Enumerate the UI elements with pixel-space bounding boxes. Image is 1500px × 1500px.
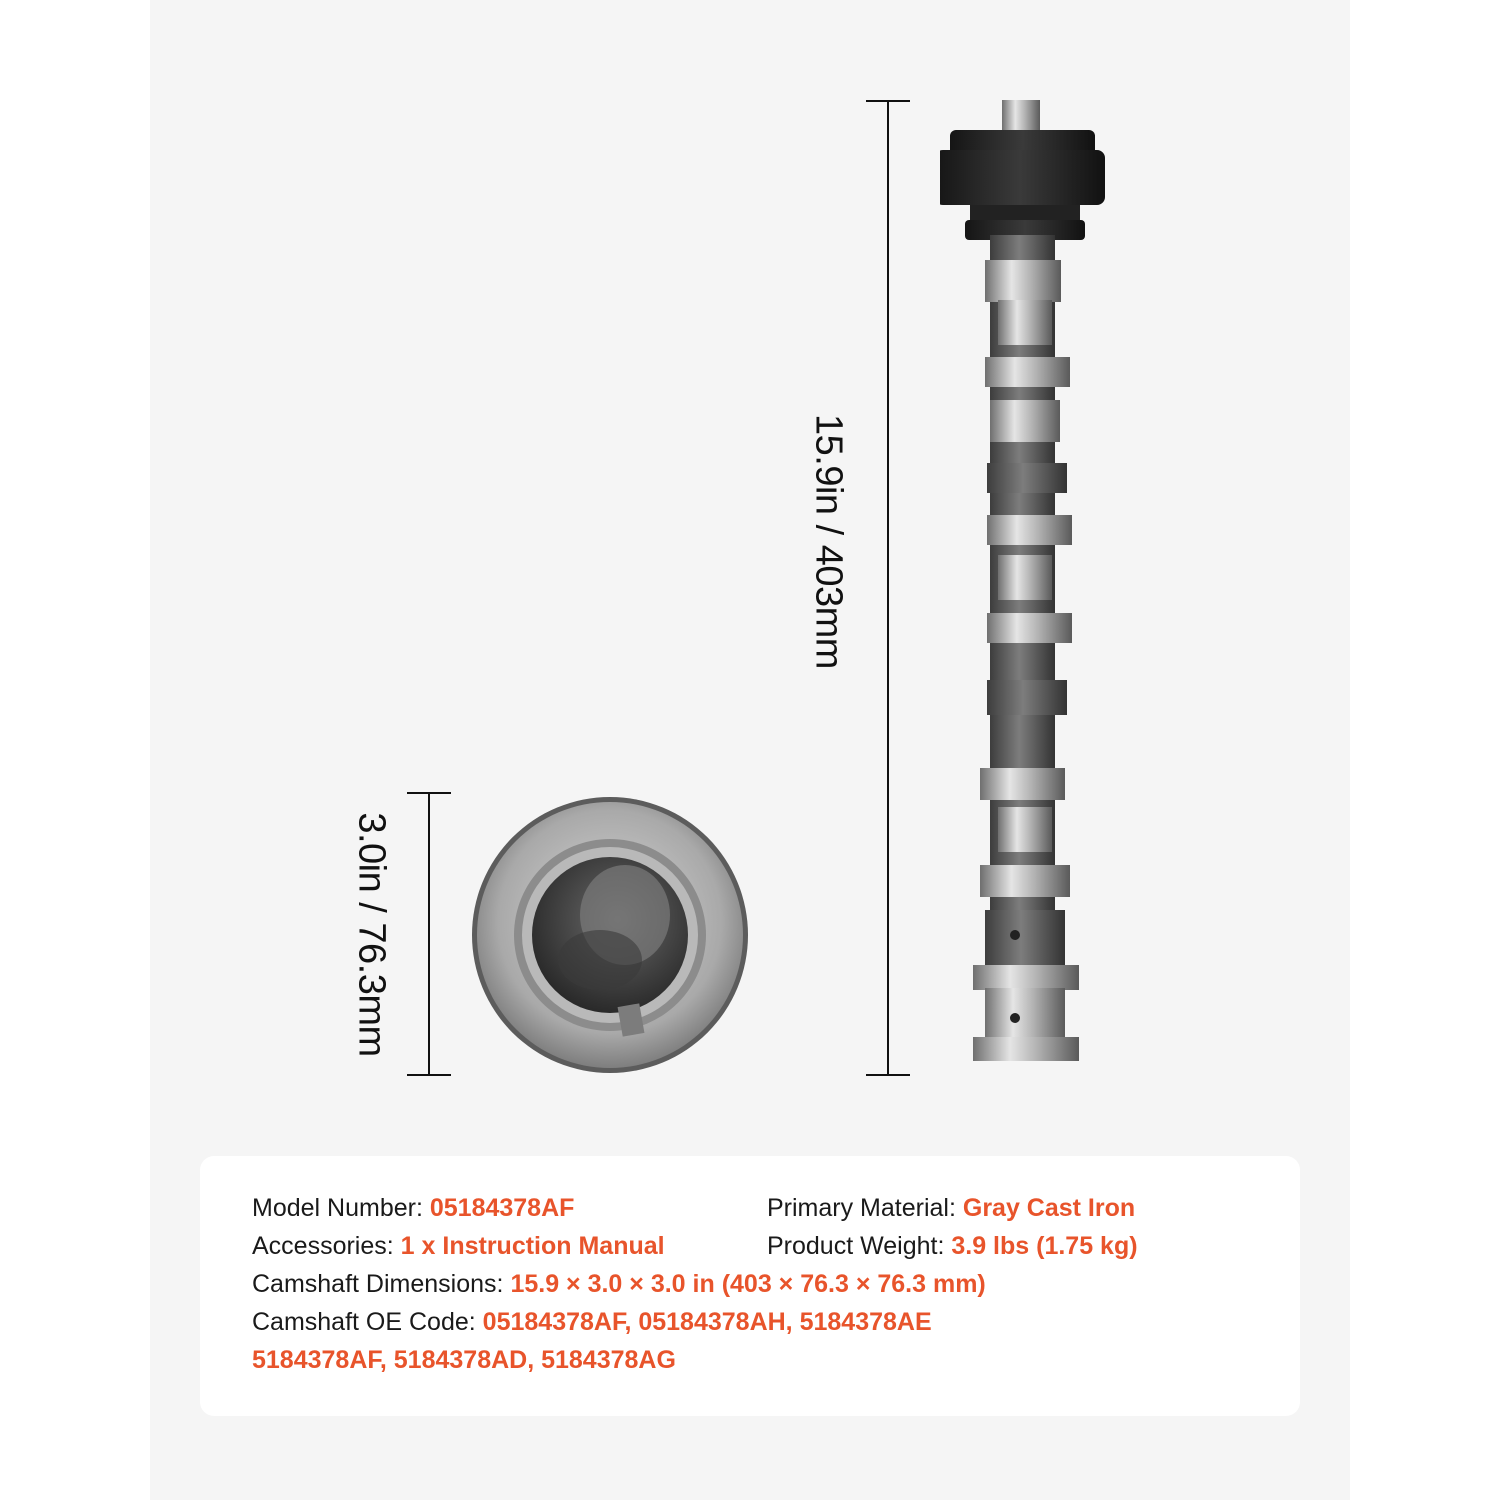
- model-number-label: Model Number:: [252, 1194, 423, 1222]
- oe-code-value-line1: 05184378AF, 05184378AH, 5184378AE: [482, 1308, 932, 1336]
- diameter-dimension-bottom-tick: [407, 1074, 451, 1076]
- camshaft-side-view-image: [940, 95, 1110, 1085]
- length-dimension-label: 15.9in / 403mm: [807, 414, 850, 669]
- model-number-value: 05184378AF: [429, 1194, 575, 1222]
- length-dimension-line: [887, 100, 889, 1075]
- accessories-row: [252, 1232, 665, 1261]
- oe-code-value-line2: 5184378AF, 5184378AD, 5184378AG: [252, 1346, 676, 1374]
- oe-code-continuation-row: [252, 1346, 676, 1375]
- camshaft-dimensions-value: 15.9 × 3.0 × 3.0 in (403 × 76.3 × 76.3 mm): [510, 1270, 986, 1298]
- camshaft-dimensions-row: [252, 1270, 986, 1299]
- oe-code-label: Camshaft OE Code:: [252, 1308, 476, 1336]
- accessories-value: 1 x Instruction Manual: [400, 1232, 665, 1260]
- product-weight-row: [767, 1232, 1138, 1261]
- oe-code-row: [252, 1308, 932, 1337]
- primary-material-value: Gray Cast Iron: [962, 1194, 1136, 1222]
- camshaft-end-view-image: [460, 785, 760, 1085]
- product-weight-value: 3.9 lbs (1.75 kg): [951, 1232, 1138, 1260]
- primary-material-row: [767, 1194, 1135, 1223]
- diameter-dimension-label: 3.0in / 76.3mm: [350, 812, 393, 1057]
- primary-material-label: Primary Material:: [767, 1194, 956, 1222]
- specifications-card: [200, 1156, 1300, 1416]
- diameter-dimension-line: [428, 792, 430, 1075]
- length-dimension-bottom-tick: [866, 1074, 910, 1076]
- accessories-label: Accessories:: [252, 1232, 394, 1260]
- model-number-row: [252, 1194, 574, 1223]
- camshaft-dimensions-label: Camshaft Dimensions:: [252, 1270, 504, 1298]
- product-weight-label: Product Weight:: [767, 1232, 945, 1260]
